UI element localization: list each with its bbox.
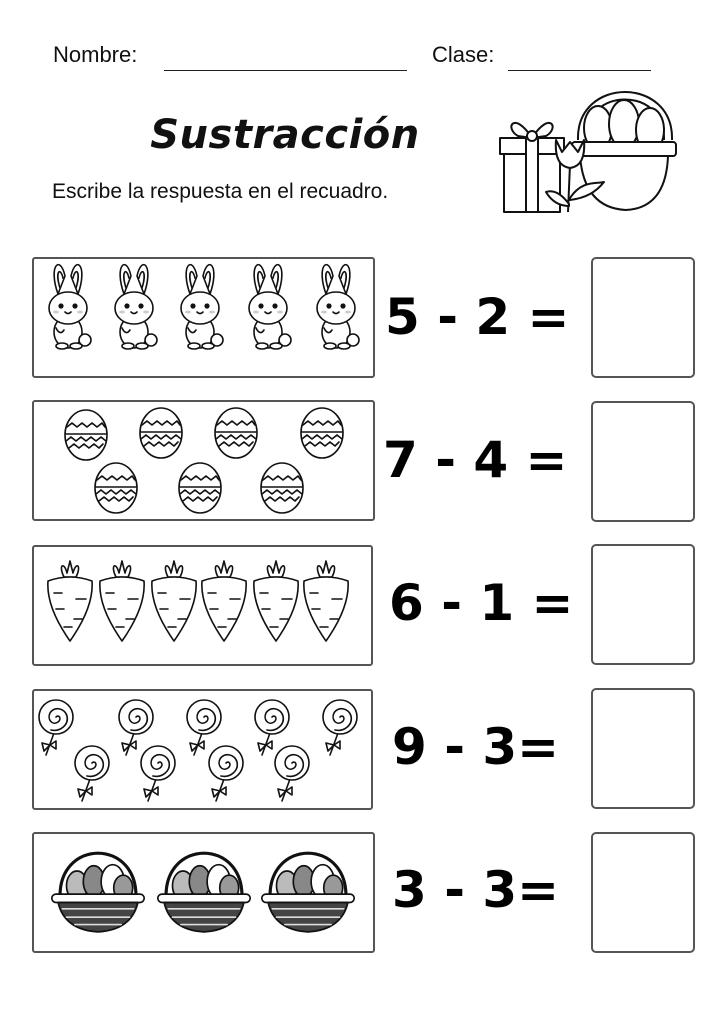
picture-panel-baskets [32, 832, 375, 953]
equation-2: 7 - 4 = [383, 431, 568, 489]
bunny-icon [317, 265, 359, 349]
answer-box-1[interactable] [591, 257, 695, 378]
carrot-icon [304, 561, 348, 641]
lollipop-icon [141, 746, 175, 801]
lollipop-icon [255, 700, 289, 755]
equation-5: 3 - 3= [392, 861, 560, 919]
carrot-icon [202, 561, 246, 641]
bunny-icon [249, 265, 291, 349]
lollipop-icon [275, 746, 309, 801]
bunny-icon [115, 265, 157, 349]
lollipop-icon [39, 700, 73, 755]
carrot-icon [254, 561, 298, 641]
egg-basket-icon [158, 853, 250, 932]
lollipop-icon [119, 700, 153, 755]
easter-egg-icon [65, 410, 107, 460]
name-label: Nombre: [53, 42, 138, 67]
answer-box-3[interactable] [591, 544, 695, 665]
easter-egg-icon [179, 463, 221, 513]
name-field[interactable] [164, 70, 407, 71]
answer-box-2[interactable] [591, 401, 695, 522]
egg-basket-icon [262, 853, 354, 932]
picture-panel-lollipops [32, 689, 373, 810]
equation-3: 6 - 1 = [389, 574, 574, 632]
easter-egg-icon [261, 463, 303, 513]
carrot-icon [48, 561, 92, 641]
lollipop-icon [75, 746, 109, 801]
easter-egg-icon [301, 408, 343, 458]
instruction-text: Escribe la respuesta en el recuadro. [52, 180, 389, 203]
picture-panel-eggs [32, 400, 375, 521]
answer-box-4[interactable] [591, 688, 695, 809]
carrot-icon [152, 561, 196, 641]
lollipop-icon [187, 700, 221, 755]
class-field[interactable] [508, 70, 651, 71]
answer-box-5[interactable] [591, 832, 695, 953]
easter-basket-gift-tulip-icon [496, 80, 678, 216]
picture-panel-carrots [32, 545, 373, 666]
picture-panel-bunnies [32, 257, 375, 378]
bunny-icon [49, 265, 91, 349]
lollipop-icon [209, 746, 243, 801]
easter-egg-icon [140, 408, 182, 458]
worksheet-title: Sustracción [150, 112, 420, 158]
equation-1: 5 - 2 = [385, 288, 570, 346]
lollipop-icon [323, 700, 357, 755]
equation-4: 9 - 3= [392, 718, 560, 776]
bunny-icon [181, 265, 223, 349]
easter-egg-icon [95, 463, 137, 513]
easter-egg-icon [215, 408, 257, 458]
carrot-icon [100, 561, 144, 641]
class-label: Clase: [432, 42, 495, 67]
egg-basket-icon [52, 853, 144, 932]
